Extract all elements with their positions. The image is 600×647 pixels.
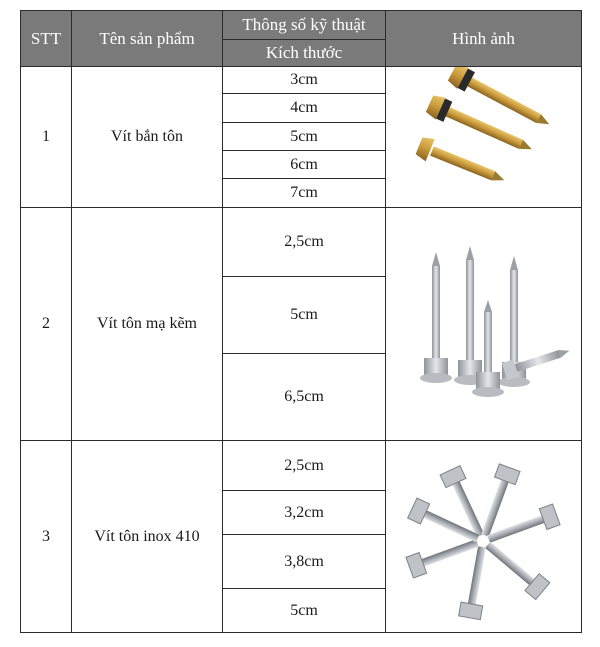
row-1-size-4-value: 6cm: [290, 155, 318, 173]
header-size: [223, 40, 385, 66]
row-1-stt-value: 1: [42, 128, 50, 145]
header-image-label: Hình ảnh: [452, 28, 515, 48]
row-3-size-3: [223, 535, 385, 588]
row-3-product-name: [72, 441, 222, 632]
gold-hex-self-drilling-screws-image: [386, 67, 581, 207]
row-1-product-name: [72, 67, 222, 207]
row-2-size-1: [223, 208, 385, 276]
row-2-product-name: [72, 208, 222, 440]
row-2-size-3: [223, 354, 385, 440]
header-product-name: [72, 11, 222, 66]
row-2-size-3-value: 6,5cm: [284, 388, 324, 405]
stainless-410-screws-star-image: [386, 441, 581, 632]
row-1-size-3-value: 5cm: [290, 127, 318, 145]
galvanized-self-drilling-screws-image: [386, 208, 581, 440]
row-1-product-name-value: Vít bắn tôn: [111, 128, 183, 145]
row-2-size-2-value: 5cm: [290, 306, 318, 323]
row-2-stt-value: 2: [42, 315, 50, 332]
row-3-size-2-value: 3,2cm: [284, 503, 324, 521]
row-2-stt: [21, 208, 71, 440]
row-3-size-1-value: 2,5cm: [284, 456, 324, 474]
header-stt: [21, 11, 71, 66]
row-1-size-2-value: 4cm: [290, 99, 318, 116]
row-3-size-4-value: 5cm: [290, 601, 318, 619]
row-3-size-2: [223, 491, 385, 534]
row-1-size-2: [223, 94, 385, 122]
row-3-size-3-value: 3,8cm: [284, 552, 324, 570]
row-1-size-4: [223, 151, 385, 178]
header-stt-label: STT: [30, 28, 62, 48]
row-2-product-name-value: Vít tôn mạ kẽm: [97, 315, 197, 332]
header-product-name-label: Tên sản phẩm: [99, 28, 195, 48]
row-3-size-1: [223, 441, 385, 490]
header-spec-group-label: Thông số kỹ thuật: [242, 15, 366, 34]
row-1-size-1-value: 3cm: [290, 71, 318, 88]
row-1-size-5: [223, 179, 385, 207]
header-size-label: Kích thước: [265, 43, 343, 62]
row-1-stt: [21, 67, 71, 207]
header-image: [386, 11, 581, 66]
row-1-size-3: [223, 123, 385, 150]
header-spec-group: [223, 11, 385, 39]
row-2-size-1-value: 2,5cm: [284, 233, 324, 250]
row-1-size-5-value: 7cm: [290, 184, 318, 201]
row-3-product-name-value: Vít tôn inox 410: [94, 527, 200, 545]
row-3-stt: [21, 441, 71, 632]
row-1-size-1: [223, 67, 385, 93]
row-3-size-4: [223, 589, 385, 632]
row-2-size-2: [223, 277, 385, 353]
row-3-stt-value: 3: [42, 527, 50, 545]
